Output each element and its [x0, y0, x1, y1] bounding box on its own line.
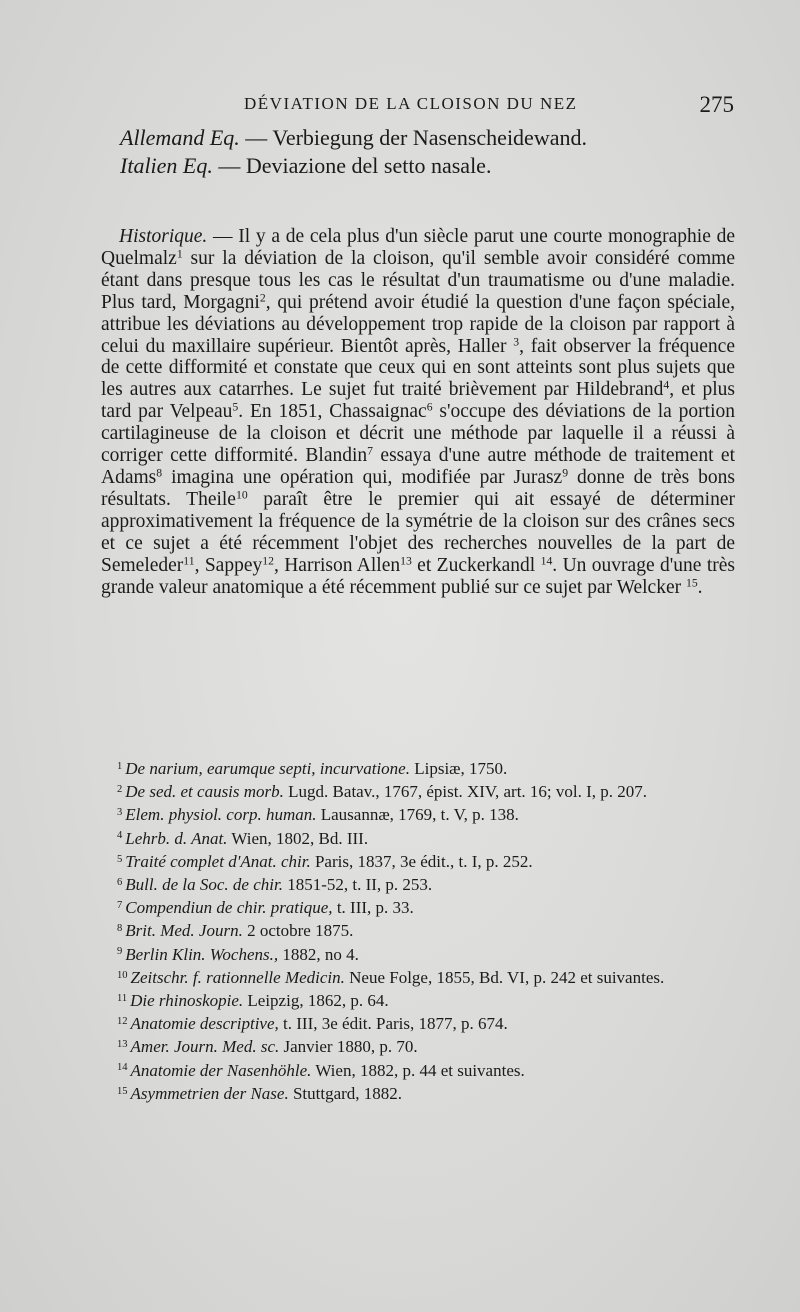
footnote-details: Lipsiæ, 1750.: [409, 759, 508, 778]
footnote: [101, 1035, 735, 1058]
footnote-title: Die rhinoskopie.: [130, 991, 244, 1011]
footnote: [101, 1082, 735, 1105]
footnote-number: 10: [117, 969, 128, 981]
footnote-number: 14: [117, 1062, 128, 1074]
footnote-title: Lehrb. d. Anat.: [125, 828, 228, 848]
footnote-marker: 4: [663, 378, 670, 392]
footnote-details: t. III, p. 33.: [332, 898, 414, 918]
footnote-marker: 13: [400, 554, 412, 568]
footnotes: [101, 757, 735, 1105]
footnote-details: 1851-52, t. II, p. 253.: [282, 875, 433, 895]
footnote: [101, 780, 735, 803]
footnote-number: 11: [117, 992, 128, 1004]
footnote-number: 13: [117, 1039, 128, 1051]
equivalent-line: [120, 152, 587, 180]
footnote: [101, 803, 735, 826]
historique-paragraph: [101, 226, 735, 598]
footnote-title: Anatomie der Nasenhöhle.: [130, 1060, 312, 1080]
footnote-number: 4: [117, 830, 123, 842]
footnote-marker: 8: [156, 466, 163, 480]
footnote-marker: 1: [176, 247, 183, 261]
footnote-marker: 11: [183, 554, 195, 568]
body-text-segment: paraît être le premier qui ait essayé de déterminer approximativement la fréquence de la symétrie de la cloison sur des crânes secs et ce sujet a été récemment l'objet des recherches nouvelles de la part de Semeleder: [101, 488, 735, 576]
footnote-details: Lugd. Batav., 1767, épist. XIV, art. 16; vol. I, p. 207.: [283, 782, 648, 802]
footnote-details: Lausannæ, 1769, t. V, p. 138.: [316, 805, 519, 825]
footnote-title: Anatomie descriptive,: [130, 1014, 279, 1034]
body-text-segment: , fait observer la fréquence de cette difformité et constate que ceux qui en sont atteints sont plus sujets que les autres aux catarrhes. Le sujet fut traité brièvement par Hildebrand: [101, 335, 735, 401]
footnote-marker: 9: [562, 466, 569, 480]
footnote: [101, 850, 735, 873]
footnote: [101, 919, 735, 942]
footnote-marker: 3: [513, 335, 520, 349]
footnote: [101, 896, 735, 919]
footnote-number: 8: [117, 923, 123, 935]
footnote-details: t. III, 3e édit. Paris, 1877, p. 674.: [278, 1014, 508, 1034]
footnote-details: Leipzig, 1862, p. 64.: [243, 991, 389, 1011]
body-text-segment: , qui prétend avoir étudié la question d'une façon spéciale, attribue les déviations au développement trop rapide de la cloison par rapport à celui du maxillaire supérieur. Bientôt après, Haller: [101, 291, 735, 357]
footnote-title: Compendiun de chir. pratique,: [125, 898, 333, 918]
body-text-segment: .: [697, 576, 703, 598]
footnote-number: 2: [117, 783, 123, 795]
footnote: [101, 827, 735, 850]
footnote-marker: 2: [259, 291, 266, 305]
footnote-details: Neue Folge, 1855, Bd. VI, p. 242 et suivantes.: [344, 967, 665, 987]
footnote-marker: 6: [426, 400, 433, 414]
footnote-details: 2 octobre 1875.: [242, 921, 354, 941]
footnote-number: 6: [117, 876, 123, 888]
footnote-number: 3: [117, 807, 123, 819]
footnote-number: 15: [117, 1085, 128, 1097]
body-text-segment: et Zuckerkandl: [411, 554, 541, 576]
footnote-details: Wien, 1882, p. 44 et suivantes.: [311, 1060, 525, 1080]
footnote-title: Berlin Klin. Wochens.,: [125, 944, 279, 964]
body-text-segment: , Harrison Allen: [273, 554, 401, 576]
running-title: DÉVIATION DE LA CLOISON DU NEZ: [244, 94, 578, 113]
page-number: 275: [699, 92, 734, 117]
body-text-segment: , Sappey: [194, 554, 263, 576]
body-text-segment: sur la déviation de la cloison, qu'il semble avoir considéré comme étant dans presque tous les cas le résultat d'un traumatisme ou d'une maladie. Plus tard, Morgagni: [101, 247, 735, 313]
footnote-number: 5: [117, 853, 123, 865]
footnote: [101, 943, 735, 966]
footnote: [101, 757, 735, 780]
section-lead: Historique.: [119, 226, 208, 247]
footnote-marker: 12: [262, 554, 274, 568]
body-text-segment: s'occupe des déviations de la portion cartilagineuse de la cloison et décrit une méthode par laquelle il a réussi à corriger cette difformité. Blandin: [101, 401, 735, 467]
footnote-title: Brit. Med. Journ.: [125, 921, 243, 941]
footnote-details: 1882, no 4.: [278, 944, 359, 964]
equivalent-language: Allemand Eq.: [120, 125, 240, 150]
language-equivalents: [120, 124, 587, 180]
footnote-title: Elem. physiol. corp. human.: [125, 805, 317, 825]
equivalent-text: — Verbiegung der Nasenscheidewand.: [239, 125, 587, 150]
footnote-details: Janvier 1880, p. 70.: [279, 1037, 418, 1057]
equivalent-text: — Deviazione del setto nasale.: [212, 153, 492, 178]
page-header: [120, 92, 734, 122]
footnote-title: De narium, earumque septi, incurvatione.: [125, 759, 410, 778]
footnote: [101, 873, 735, 896]
footnote-title: Zeitschr. f. rationnelle Medicin.: [130, 967, 345, 987]
footnote: [101, 1059, 735, 1082]
body-text-segment: . En 1851, Chassaignac: [238, 401, 427, 423]
footnote: [101, 1012, 735, 1035]
footnote-title: Bull. de la Soc. de chir.: [125, 875, 283, 895]
body-text-segment: imagina une opération qui, modifiée par Jurasz: [162, 466, 563, 488]
footnote-number: 1: [117, 760, 123, 772]
footnote-marker: 14: [540, 554, 553, 568]
equivalent-language: Italien Eq.: [120, 153, 213, 178]
footnote-title: Traité complet d'Anat. chir.: [125, 851, 311, 871]
body-text-segment: donne de très bons résultats. Theile: [101, 466, 735, 510]
footnote-marker: 10: [235, 488, 248, 502]
footnote: [101, 989, 735, 1012]
body-text-segment: . Un ouvrage d'une très grande valeur anatomique a été récemment publié sur ce sujet par Welcker: [101, 554, 735, 598]
footnote-details: Wien, 1802, Bd. III.: [227, 828, 369, 848]
footnote: [101, 966, 735, 989]
footnote-title: Asymmetrien der Nase.: [130, 1083, 289, 1103]
body-text-segment: essaya d'une autre méthode de traitement et Adams: [101, 445, 736, 488]
footnote-title: De sed. et causis morb.: [125, 782, 284, 802]
footnote-number: 12: [117, 1015, 128, 1027]
footnote-details: Stuttgard, 1882.: [288, 1083, 403, 1103]
footnote-details: Paris, 1837, 3e édit., t. I, p. 252.: [310, 851, 533, 871]
footnote-marker: 5: [232, 400, 239, 414]
footnote-title: Amer. Journ. Med. sc.: [130, 1037, 280, 1057]
footnote-number: 7: [117, 899, 123, 911]
body-text-segment: , et plus tard par Velpeau: [101, 379, 735, 423]
footnote-number: 9: [117, 946, 123, 958]
footnote-marker: 7: [367, 444, 373, 458]
equivalent-line: [120, 124, 587, 152]
footnote-marker: 15: [685, 576, 698, 590]
body-text-segment: — Il y a de cela plus d'un siècle parut une courte monographie de Quelmalz: [101, 226, 735, 269]
